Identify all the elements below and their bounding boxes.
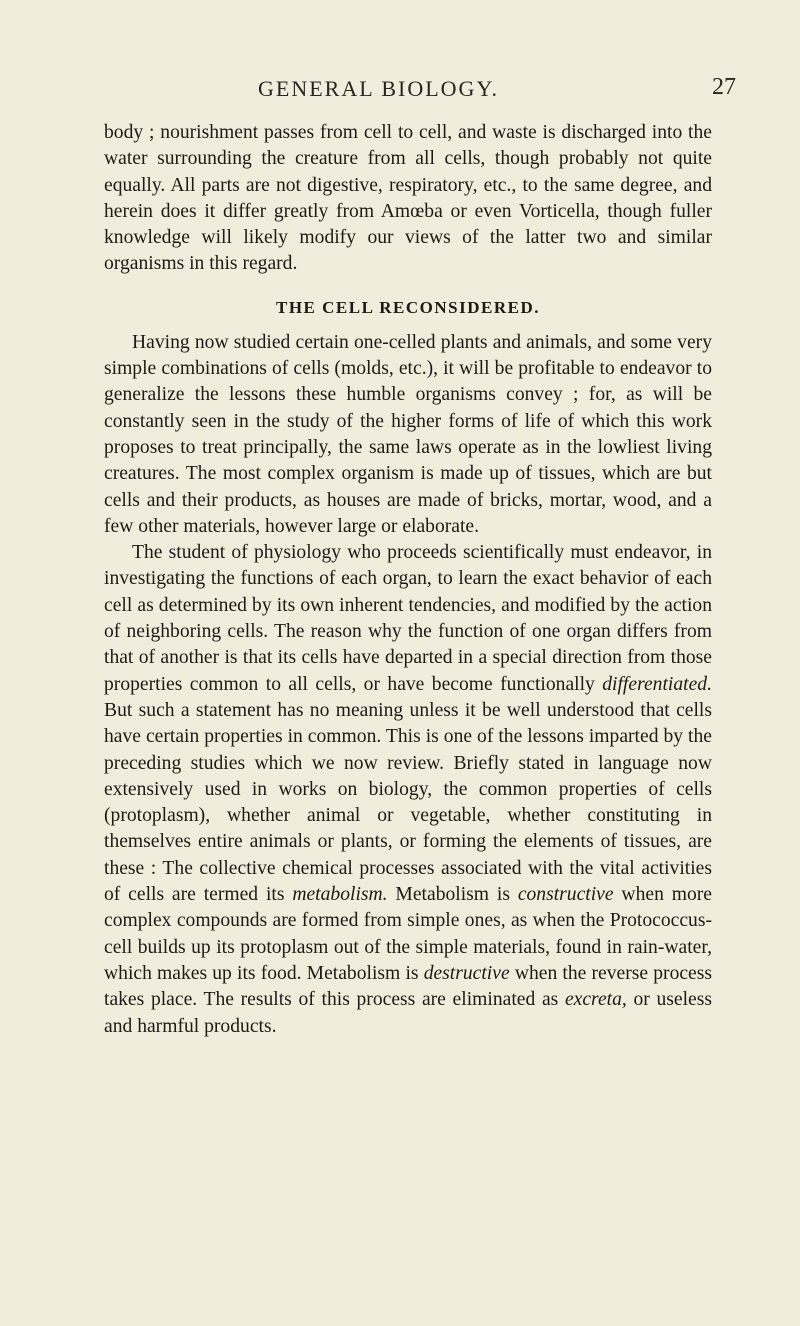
section-heading: THE CELL RECONSIDERED.: [276, 297, 540, 317]
italic-term-differentiated: differentiated.: [602, 673, 712, 695]
paragraph-physiology-student: [104, 540, 712, 1040]
text-run: Metabolism is: [387, 884, 518, 906]
italic-term-constructive: constructive: [517, 884, 614, 906]
page-number: 27: [712, 74, 736, 100]
italic-term-metabolism: metabolism.: [292, 884, 388, 906]
page-text-block: [104, 120, 712, 1040]
text-run: when more complex compounds are formed from simple ones, as when the Protococcus-cell builds up its protoplasm out of the simple materials, found in rain-water, which makes up its food. Metabolism is: [104, 884, 712, 984]
paragraph-continuation: body ; nourishment passes from cell to cell, and waste is discharged into the water surrounding the creature from all cells, though probably not quite equally. All parts are not digestive, respiratory, etc., to the same degree, and herein does it differ greatly from Amœba or even Vorticella, though fuller knowledge will likely modify our views of the latter two and similar organisms in this regard.: [104, 122, 712, 275]
paragraph-cell-reconsidered: Having now studied certain one-celled plants and animals, and some very simple combinations of cells (molds, etc.), it will be profitable to endeavor to generalize the lessons these humble organisms convey ; for, as will be constantly seen in the study of the higher forms of life of which this work proposes to treat principally, the same laws operate as in the lowliest living creatures. The most complex organism is made up of tissues, which are but cells and their products, as houses are made of bricks, mortar, wood, and a few other materials, however large or elaborate.: [104, 331, 712, 537]
italic-term-destructive: destructive: [423, 962, 510, 984]
text-run: The student of physiology who proceeds scientifically must endeavor, in investigating the functions of each organ, to learn the exact behavior of each cell as determined by its own inherent tendencies, and modified by the action of neighboring cells. The reason why the function of one organ differs from that of another is that its cells have departed in a special direction from those properties common to all cells, or have become functionally: [104, 542, 712, 695]
text-run: or useless and harmful products.: [104, 989, 712, 1037]
text-run: when the reverse process takes place. The results of this process are eliminated as: [104, 962, 713, 1011]
italic-term-excreta: excreta,: [564, 989, 627, 1011]
text-run: But such a statement has no meaning unless it be well understood that cells have certain properties in common. This is one of the lessons imparted by the preceding studies which we now review. Briefly stated in language now extensively used in works on biology, the common properties of cells (protoplasm), whether animal or vegetable, whether constituting in themselves entire animals or plants, or forming the elements of tissues, are these : The collective chemical processes associated with the vital activities of cells are termed its: [104, 699, 712, 906]
running-head-title: GENERAL BIOLOGY.: [258, 76, 499, 101]
